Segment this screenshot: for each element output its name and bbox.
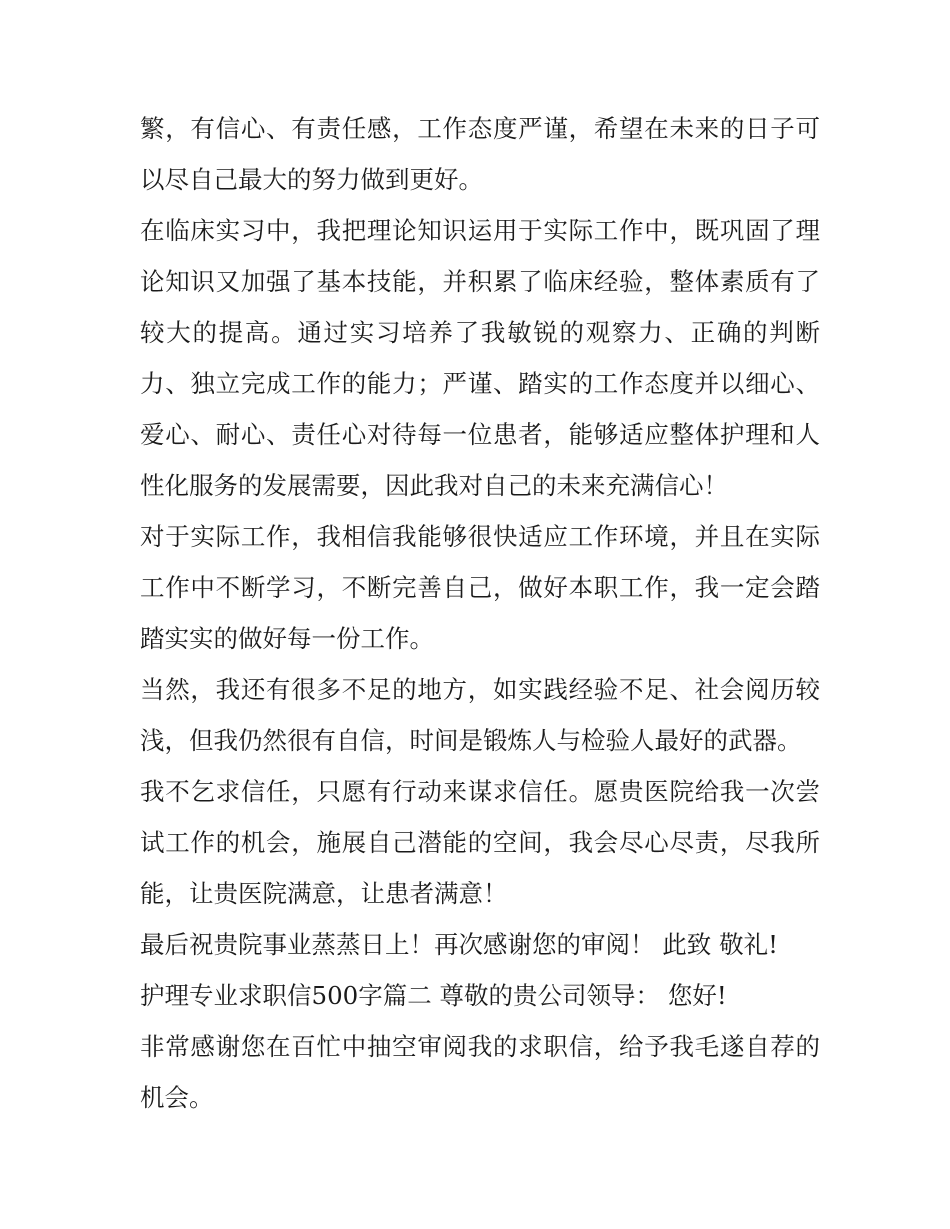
paragraph-5: 我不乞求信任，只愿有行动来谋求信任。愿贵医院给我一次尝试工作的机会，施展自己潜能的空间，我会尽心尽责，尽我所能，让贵医院满意，让患者满意！ (140, 777, 820, 908)
paragraph-4: 当然，我还有很多不足的地方，如实践经验不足、社会阅历较浅，但我仍然很有自信，时间是锻炼人与检验人最好的武器。 (140, 675, 820, 755)
paragraph-3: 对于实际工作，我相信我能够很快适应工作环境，并且在实际工作中不断学习，不断完善自己，做好本职工作，我一定会踏踏实实的做好每一份工作。 (140, 522, 820, 653)
paragraph-1: 繁，有信心、有责任感，工作态度严谨，希望在未来的日子可以尽自己最大的努力做到更好。 (140, 114, 820, 194)
document-body (140, 103, 820, 1123)
paragraph-closing: 最后祝贵院事业蒸蒸日上！再次感谢您的审阅！ 此致 敬礼! (140, 930, 778, 959)
paragraph-second-letter-intro: 非常感谢您在百忙中抽空审阅我的求职信，给予我毛遂自荐的机会。 (140, 1032, 820, 1112)
paragraph-second-letter-heading: 护理专业求职信500字篇二 尊敬的贵公司领导： 您好! (140, 981, 727, 1010)
paragraph-2: 在临床实习中，我把理论知识运用于实际工作中，既巩固了理论知识又加强了基本技能，并积累了临床经验，整体素质有了较大的提高。通过实习培养了我敏锐的观察力、正确的判断力、独立完成工作的能力；严谨、踏实的工作态度并以细心、爱心、耐心、责任心对待每一位患者，能够适应整体护理和人性化服务的发展需要，因此我对自己的未来充满信心！ (140, 216, 820, 500)
